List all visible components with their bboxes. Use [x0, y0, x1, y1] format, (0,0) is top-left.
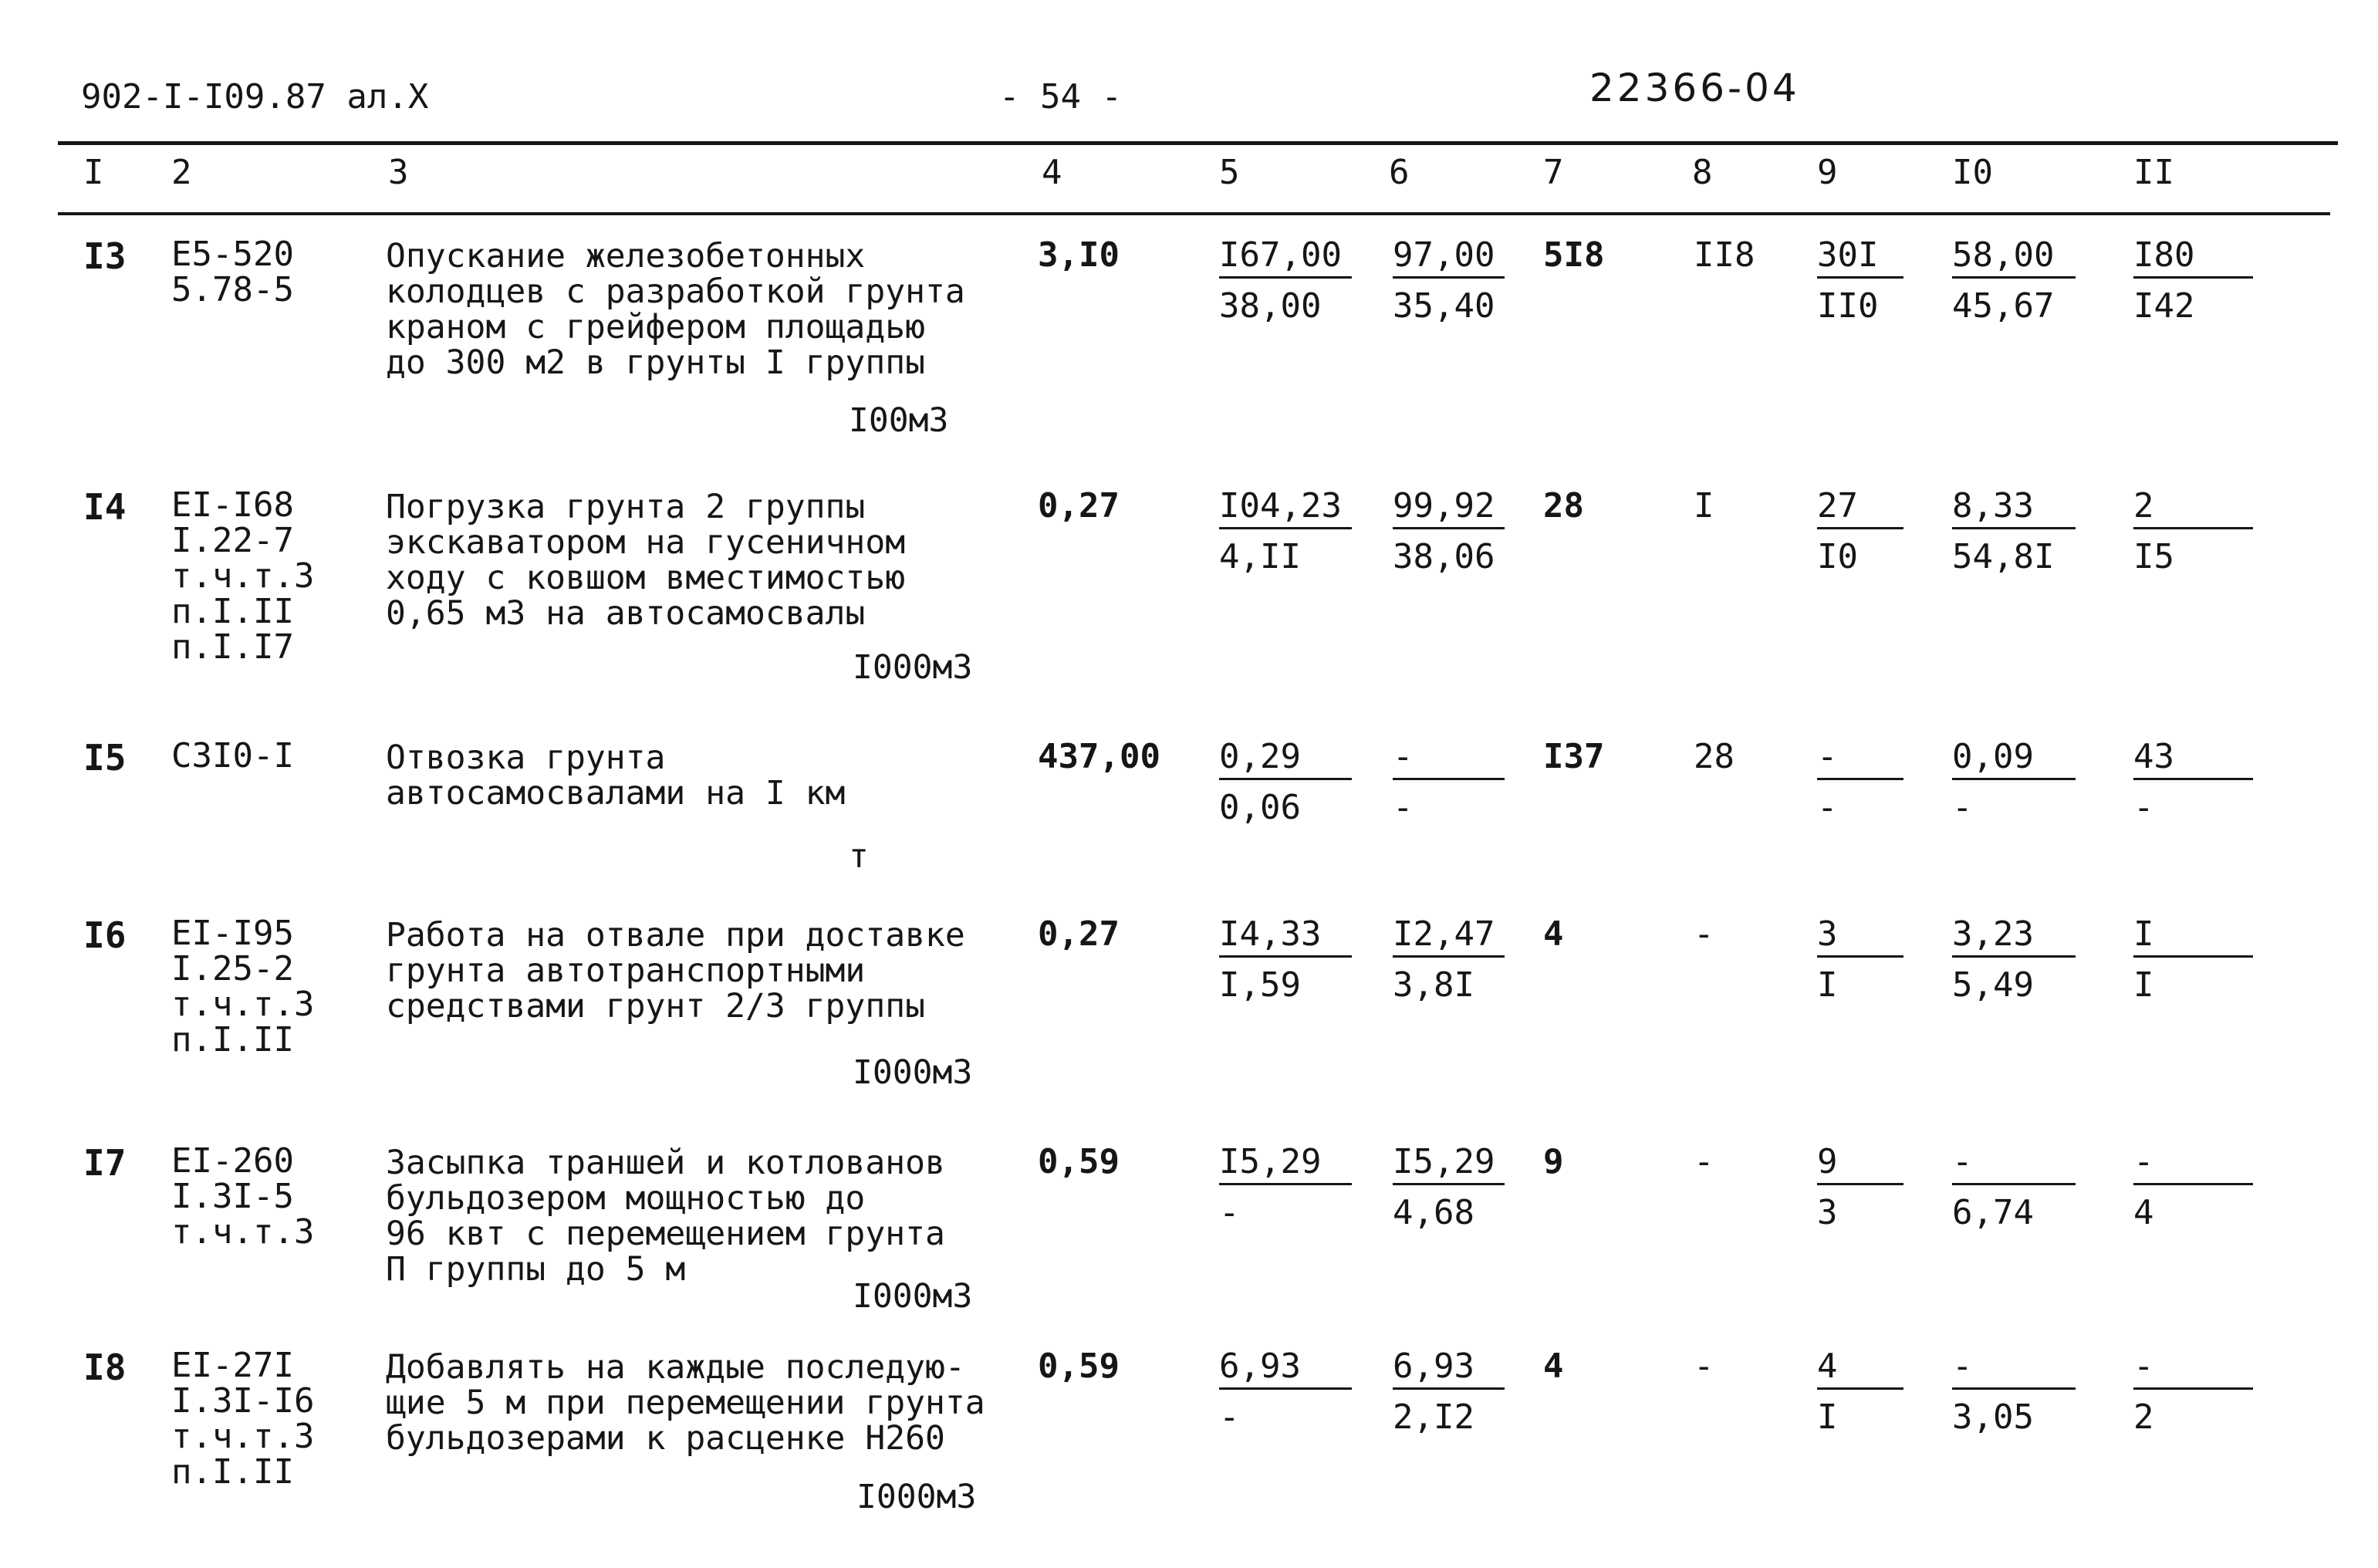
work-description-line: до 300 м2 в грунты I группы [386, 343, 925, 382]
estimate-code-line: п.I.I7 [171, 627, 294, 667]
fraction-denominator: 4,68 [1393, 1193, 1474, 1232]
estimate-code-line: т.ч.т.3 [171, 985, 315, 1024]
col8-value: 28 [1694, 737, 1735, 776]
fraction-bar [1219, 1387, 1352, 1390]
fraction-bar [1952, 1183, 2076, 1185]
work-description [386, 740, 845, 811]
fraction-denominator: 35,40 [1393, 286, 1495, 326]
row-number: I4 [83, 486, 127, 528]
col7-value: 5I8 [1543, 235, 1605, 275]
fraction-numerator: I [2133, 914, 2154, 954]
estimate-code-line: C3I0-I [171, 736, 294, 776]
fraction-numerator: 99,92 [1393, 486, 1495, 525]
fraction-denominator: 3 [1817, 1193, 1838, 1232]
work-description-line: краном с грейфером площадью [386, 308, 925, 346]
fraction-bar [2133, 276, 2253, 279]
fraction-numerator: 43 [2133, 737, 2174, 776]
col7-value: I37 [1543, 737, 1605, 776]
work-description [386, 917, 965, 1024]
estimate-code-line: EI-260 [171, 1141, 294, 1181]
fraction-bar [1817, 527, 1903, 529]
work-description-line: 0,65 м3 на автосамосвалы [386, 594, 866, 633]
col7-value: 9 [1543, 1142, 1564, 1181]
handwritten-number: 22366-04 [1589, 66, 1800, 110]
unit-of-measure: I000м3 [856, 1478, 977, 1516]
fraction-bar [1219, 276, 1352, 279]
fraction-numerator: 4 [1817, 1347, 1838, 1386]
fraction-numerator: 6,93 [1219, 1347, 1301, 1386]
estimate-code-line: EI-I95 [171, 914, 294, 953]
fraction-numerator: I5,29 [1219, 1142, 1322, 1181]
fraction-bar [1817, 1387, 1903, 1390]
work-description-line: ходу с ковшом вместимостью [386, 559, 906, 597]
fraction-denominator: I [1817, 965, 1838, 1005]
fraction-numerator: 6,93 [1393, 1347, 1474, 1386]
page-number: - 54 - [999, 77, 1122, 117]
work-description [386, 1350, 985, 1456]
fraction-bar [1817, 276, 1903, 279]
unit-of-measure: I000м3 [853, 1053, 973, 1092]
work-description-line: Засыпка траншей и котлованов [386, 1144, 945, 1182]
unit-of-measure: I000м3 [853, 648, 973, 687]
estimate-code-line: EI-27I [171, 1346, 294, 1385]
estimate-code-line: I.3I-I6 [171, 1381, 315, 1421]
fraction-bar [1817, 1183, 1903, 1185]
fraction-numerator: - [1952, 1347, 1973, 1386]
col4-quantity: 0,27 [1038, 914, 1120, 954]
work-description-line: щие 5 м при перемещении грунта [386, 1384, 985, 1422]
estimate-code-line: E5-520 [171, 235, 294, 274]
fraction-denominator: 2 [2133, 1397, 2154, 1437]
unit-of-measure: I00м3 [849, 401, 949, 440]
column-header-10: I0 [1952, 153, 1993, 192]
column-header-4: 4 [1042, 153, 1062, 192]
col8-value: - [1694, 914, 1714, 954]
fraction-bar [1219, 1183, 1352, 1185]
estimate-code-line: I.3I-5 [171, 1177, 294, 1216]
fraction-numerator: I67,00 [1219, 235, 1342, 275]
column-header-3: 3 [388, 153, 409, 192]
work-description-line: средствами грунт 2/3 группы [386, 987, 925, 1026]
estimate-code-line: п.I.II [171, 1452, 294, 1492]
work-description-line: бульдозерами к расценке Н260 [386, 1419, 945, 1458]
fraction-numerator: 58,00 [1952, 235, 2055, 275]
fraction-denominator: - [1219, 1193, 1240, 1232]
fraction-denominator: 54,8I [1952, 537, 2055, 576]
estimate-code-line: т.ч.т.3 [171, 556, 315, 596]
row-number: I8 [83, 1347, 127, 1388]
work-description-line: бульдозером мощностью до [386, 1179, 866, 1218]
work-description [386, 1145, 945, 1287]
column-header-8: 8 [1692, 153, 1713, 192]
fraction-denominator: 38,06 [1393, 537, 1495, 576]
column-header-5: 5 [1219, 153, 1240, 192]
fraction-denominator: I [1817, 1397, 1838, 1437]
fraction-numerator: I04,23 [1219, 486, 1342, 525]
fraction-numerator: 8,33 [1952, 486, 2034, 525]
fraction-bar [1952, 955, 2076, 958]
document-code: 902-I-I09.87 ал.X [81, 77, 429, 117]
fraction-numerator: - [2133, 1347, 2154, 1386]
fraction-denominator: - [1219, 1397, 1240, 1437]
fraction-bar [1393, 1387, 1505, 1390]
fraction-bar [1817, 778, 1903, 780]
fraction-bar [1219, 955, 1352, 958]
col4-quantity: 3,I0 [1038, 235, 1120, 275]
fraction-denominator: 38,00 [1219, 286, 1322, 326]
row-number: I3 [83, 235, 127, 277]
fraction-denominator: II0 [1817, 286, 1879, 326]
work-description-line: экскаватором на гусеничном [386, 523, 906, 562]
work-description-line: Опускание железобетонных [386, 237, 866, 275]
fraction-bar [1219, 778, 1352, 780]
fraction-bar [1952, 276, 2076, 279]
fraction-numerator: - [1393, 737, 1414, 776]
fraction-denominator: - [1817, 788, 1838, 827]
fraction-bar [2133, 778, 2253, 780]
work-description-line: Отвозка грунта [386, 738, 666, 777]
row-number: I7 [83, 1142, 127, 1184]
fraction-denominator: 2,I2 [1393, 1397, 1474, 1437]
unit-of-measure: I000м3 [853, 1277, 973, 1316]
col8-value: - [1694, 1347, 1714, 1386]
column-header-6: 6 [1389, 153, 1410, 192]
fraction-bar [1952, 527, 2076, 529]
fraction-denominator: 3,05 [1952, 1397, 2034, 1437]
work-description-line: Работа на отвале при доставке [386, 916, 965, 955]
col8-value: II8 [1694, 235, 1755, 275]
column-header-7: 7 [1543, 153, 1564, 192]
fraction-numerator: I4,33 [1219, 914, 1322, 954]
fraction-bar [2133, 955, 2253, 958]
col7-value: 4 [1543, 914, 1564, 954]
unit-of-measure: т [849, 837, 869, 876]
fraction-numerator: 30I [1817, 235, 1879, 275]
fraction-denominator: 6,74 [1952, 1193, 2034, 1232]
estimate-code-line: I.22-7 [171, 521, 294, 560]
estimate-code [171, 1348, 314, 1490]
fraction-numerator: - [1952, 1142, 1973, 1181]
fraction-bar [1952, 778, 2076, 780]
estimate-code [171, 738, 294, 774]
work-description [386, 489, 905, 631]
fraction-denominator: I42 [2133, 286, 2195, 326]
estimate-code-line: т.ч.т.3 [171, 1212, 315, 1252]
fraction-numerator: - [2133, 1142, 2154, 1181]
fraction-bar [1393, 276, 1505, 279]
work-description-line: П группы до 5 м [386, 1250, 686, 1289]
header-top-rule [58, 141, 2338, 145]
row-number: I6 [83, 914, 127, 956]
fraction-denominator: 4 [2133, 1193, 2154, 1232]
estimate-code [171, 237, 294, 308]
work-description-line: грунта автотранспортными [386, 951, 866, 990]
work-description-line: автосамосвалами на I км [386, 774, 846, 813]
header-bottom-rule [58, 212, 2330, 215]
fraction-numerator: I5,29 [1393, 1142, 1495, 1181]
col7-value: 28 [1543, 486, 1584, 525]
row-number: I5 [83, 737, 127, 779]
estimate-code-line: т.ч.т.3 [171, 1417, 315, 1456]
fraction-bar [1393, 778, 1505, 780]
fraction-numerator: 27 [1817, 486, 1858, 525]
fraction-numerator: 3,23 [1952, 914, 2034, 954]
fraction-bar [1952, 1387, 2076, 1390]
estimate-code [171, 1141, 315, 1252]
col4-quantity: 0,27 [1038, 486, 1120, 525]
fraction-numerator: 2 [2133, 486, 2154, 525]
work-description [386, 238, 965, 380]
fraction-denominator: 45,67 [1952, 286, 2055, 326]
fraction-numerator: 3 [1817, 914, 1838, 954]
fraction-numerator: I80 [2133, 235, 2195, 275]
fraction-numerator: - [1817, 737, 1838, 776]
fraction-denominator: I0 [1817, 537, 1858, 576]
work-description-line: Добавлять на каждые последую- [386, 1348, 965, 1387]
estimate-code-line: I.25-2 [171, 949, 294, 988]
fraction-numerator: 0,29 [1219, 737, 1301, 776]
fraction-bar [1219, 527, 1352, 529]
column-header-2: 2 [171, 153, 192, 192]
fraction-denominator: - [2133, 788, 2154, 827]
fraction-denominator: 0,06 [1219, 788, 1301, 827]
column-header-1: I [83, 153, 104, 192]
fraction-bar [1393, 955, 1505, 958]
fraction-numerator: I2,47 [1393, 914, 1495, 954]
fraction-bar [2133, 1183, 2253, 1185]
column-header-11: II [2133, 153, 2174, 192]
work-description-line: колодцев с разработкой грунта [386, 272, 965, 311]
fraction-denominator: 4,II [1219, 537, 1301, 576]
column-header-9: 9 [1817, 153, 1838, 192]
fraction-denominator: I [2133, 965, 2154, 1005]
col4-quantity: 0,59 [1038, 1347, 1120, 1386]
fraction-bar [1393, 527, 1505, 529]
col7-value: 4 [1543, 1347, 1564, 1386]
fraction-denominator: I,59 [1219, 965, 1301, 1005]
fraction-bar [2133, 527, 2253, 529]
estimate-code-line: п.I.II [171, 1020, 294, 1059]
work-description-line: Погрузка грунта 2 группы [386, 488, 866, 526]
fraction-bar [1393, 1183, 1505, 1185]
fraction-numerator: 0,09 [1952, 737, 2034, 776]
estimate-code-line: EI-I68 [171, 485, 294, 525]
estimate-code-line: 5.78-5 [171, 270, 294, 309]
work-description-line: 96 квт с перемещением грунта [386, 1215, 945, 1253]
estimate-code-line: п.I.II [171, 592, 294, 631]
fraction-denominator: I5 [2133, 537, 2174, 576]
col8-value: I [1694, 486, 1714, 525]
fraction-numerator: 9 [1817, 1142, 1838, 1181]
fraction-denominator: 3,8I [1393, 965, 1474, 1005]
fraction-numerator: 97,00 [1393, 235, 1495, 275]
estimate-code [171, 485, 315, 667]
fraction-bar [2133, 1387, 2253, 1390]
fraction-bar [1817, 955, 1903, 958]
fraction-denominator: 5,49 [1952, 965, 2034, 1005]
fraction-denominator: - [1393, 788, 1414, 827]
estimate-code [171, 916, 314, 1058]
col8-value: - [1694, 1142, 1714, 1181]
col4-quantity: 437,00 [1038, 737, 1160, 776]
fraction-denominator: - [1952, 788, 1973, 827]
col4-quantity: 0,59 [1038, 1142, 1120, 1181]
